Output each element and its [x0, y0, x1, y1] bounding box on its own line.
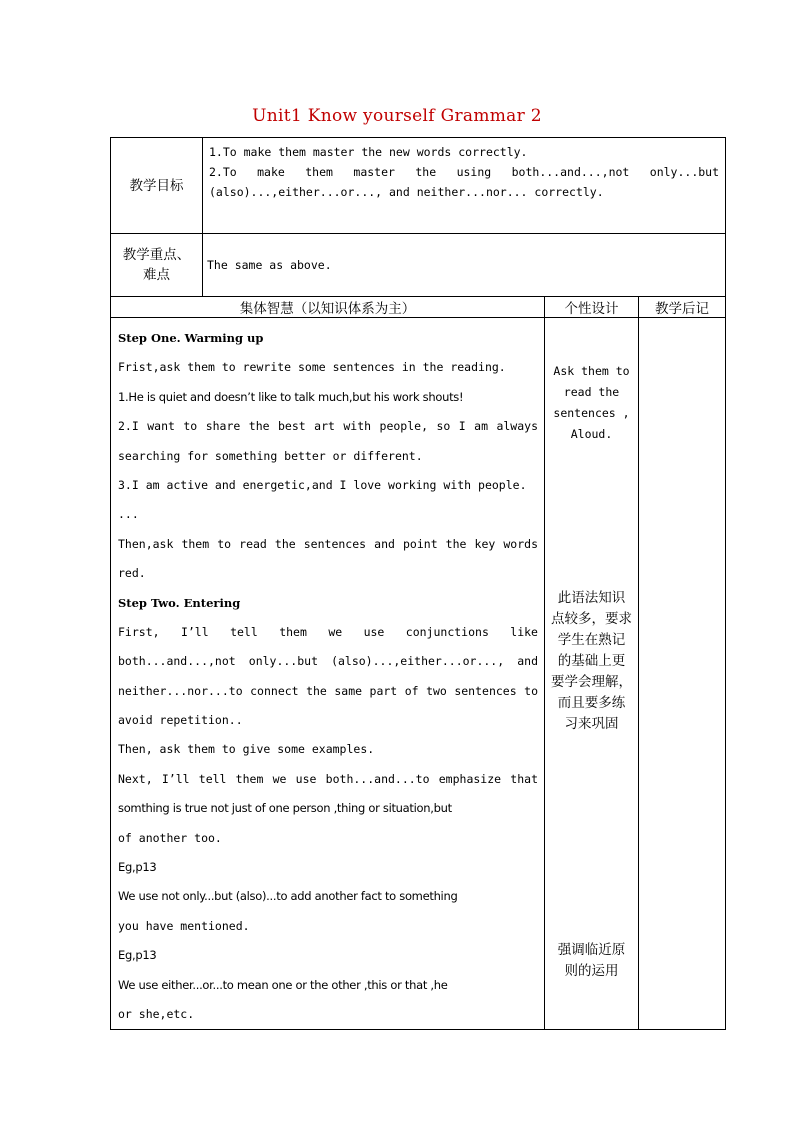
note-line: 学生在熟记	[557, 632, 626, 648]
note-line: 的基础上更	[557, 653, 626, 669]
document-title: Unit1 Know yourself Grammar 2	[252, 106, 542, 126]
personal-note-proximity	[545, 940, 638, 982]
body-line: Eg,p13	[118, 860, 157, 875]
reflection-content	[639, 318, 726, 1030]
body-line: somthing is true not just of one person ,thing or situation,but	[118, 801, 452, 816]
body-line: both...and...,not only...but (also)...,either...or..., and	[118, 654, 538, 669]
body-line: you have mentioned.	[118, 918, 250, 933]
note-line: read the	[563, 385, 620, 399]
body-line: Frist,ask them to rewrite some sentences in the reading.	[118, 360, 506, 375]
personal-note-grammar	[545, 588, 638, 735]
body-line: 1.He is quiet and doesn’t like to talk much,but his work shouts!	[118, 389, 464, 404]
personal-note-english	[545, 361, 638, 445]
objectives-row	[111, 138, 726, 234]
note-line: 点较多，要求	[551, 611, 632, 627]
note-line: 而且要多练	[557, 695, 626, 711]
key-points-label: 教学重点、难点	[111, 234, 203, 297]
objectives-content	[203, 138, 726, 234]
body-line: neither...nor...to connect the same part of two sentences to	[118, 683, 538, 698]
body-line: or she,etc.	[118, 1006, 195, 1021]
note-line: 则的运用	[564, 963, 619, 979]
body-line: Eg,p13	[118, 948, 157, 963]
body-line: Then, ask them to give some examples.	[118, 742, 375, 757]
personal-design-content	[545, 318, 639, 1030]
personal-header: 个性设计	[545, 297, 639, 318]
note-line: 要学会理解，	[551, 674, 632, 690]
reflection-header: 教学后记	[639, 297, 726, 318]
step-two-title: Step Two. Entering	[118, 595, 241, 610]
header-row	[111, 297, 726, 318]
note-line: sentences ,	[553, 406, 630, 420]
objectives-label: 教学目标	[111, 138, 203, 234]
key-points-content: The same as above.	[203, 234, 726, 297]
lesson-plan-table	[110, 137, 726, 1030]
content-row	[111, 318, 726, 1030]
objective-line-1: 1.To make them master the new words correctly.	[209, 145, 528, 159]
body-line: red.	[118, 566, 146, 581]
body-line: ...	[118, 507, 139, 522]
note-line: Aloud.	[570, 427, 613, 441]
note-line: 习来巩固	[564, 716, 619, 732]
body-line: We use either...or...to mean one or the other ,this or that ,he	[118, 977, 448, 992]
collective-content	[111, 318, 545, 1030]
body-line: Next, I’ll tell them we use both...and...to emphasize that	[118, 771, 538, 786]
body-line: We use not only...but (also)...to add another fact to something	[118, 889, 458, 904]
note-line: 强调临近原	[557, 942, 626, 958]
body-line: 2.I want to share the best art with people, so I am always	[118, 419, 538, 434]
body-line: Then,ask them to read the sentences and point the key words	[118, 536, 538, 551]
body-line: avoid repetition..	[118, 713, 243, 728]
body-line: searching for something better or different.	[118, 448, 423, 463]
collective-header: 集体智慧（以知识体系为主）	[111, 297, 545, 318]
body-line: 3.I am active and energetic,and I love working with people.	[118, 477, 527, 492]
note-line: Ask them to	[553, 364, 630, 378]
body-line: of another too.	[118, 830, 222, 845]
body-line: First, I’ll tell them we use conjunctions like	[118, 624, 538, 639]
note-line: 此语法知识	[557, 590, 626, 606]
step-one-title: Step One. Warming up	[118, 331, 264, 345]
key-points-row	[111, 234, 726, 297]
objective-line-2: 2.To make them master the using both...and...,not only...but (also)...,either...or..., and neither...nor... correctly.	[209, 165, 720, 199]
